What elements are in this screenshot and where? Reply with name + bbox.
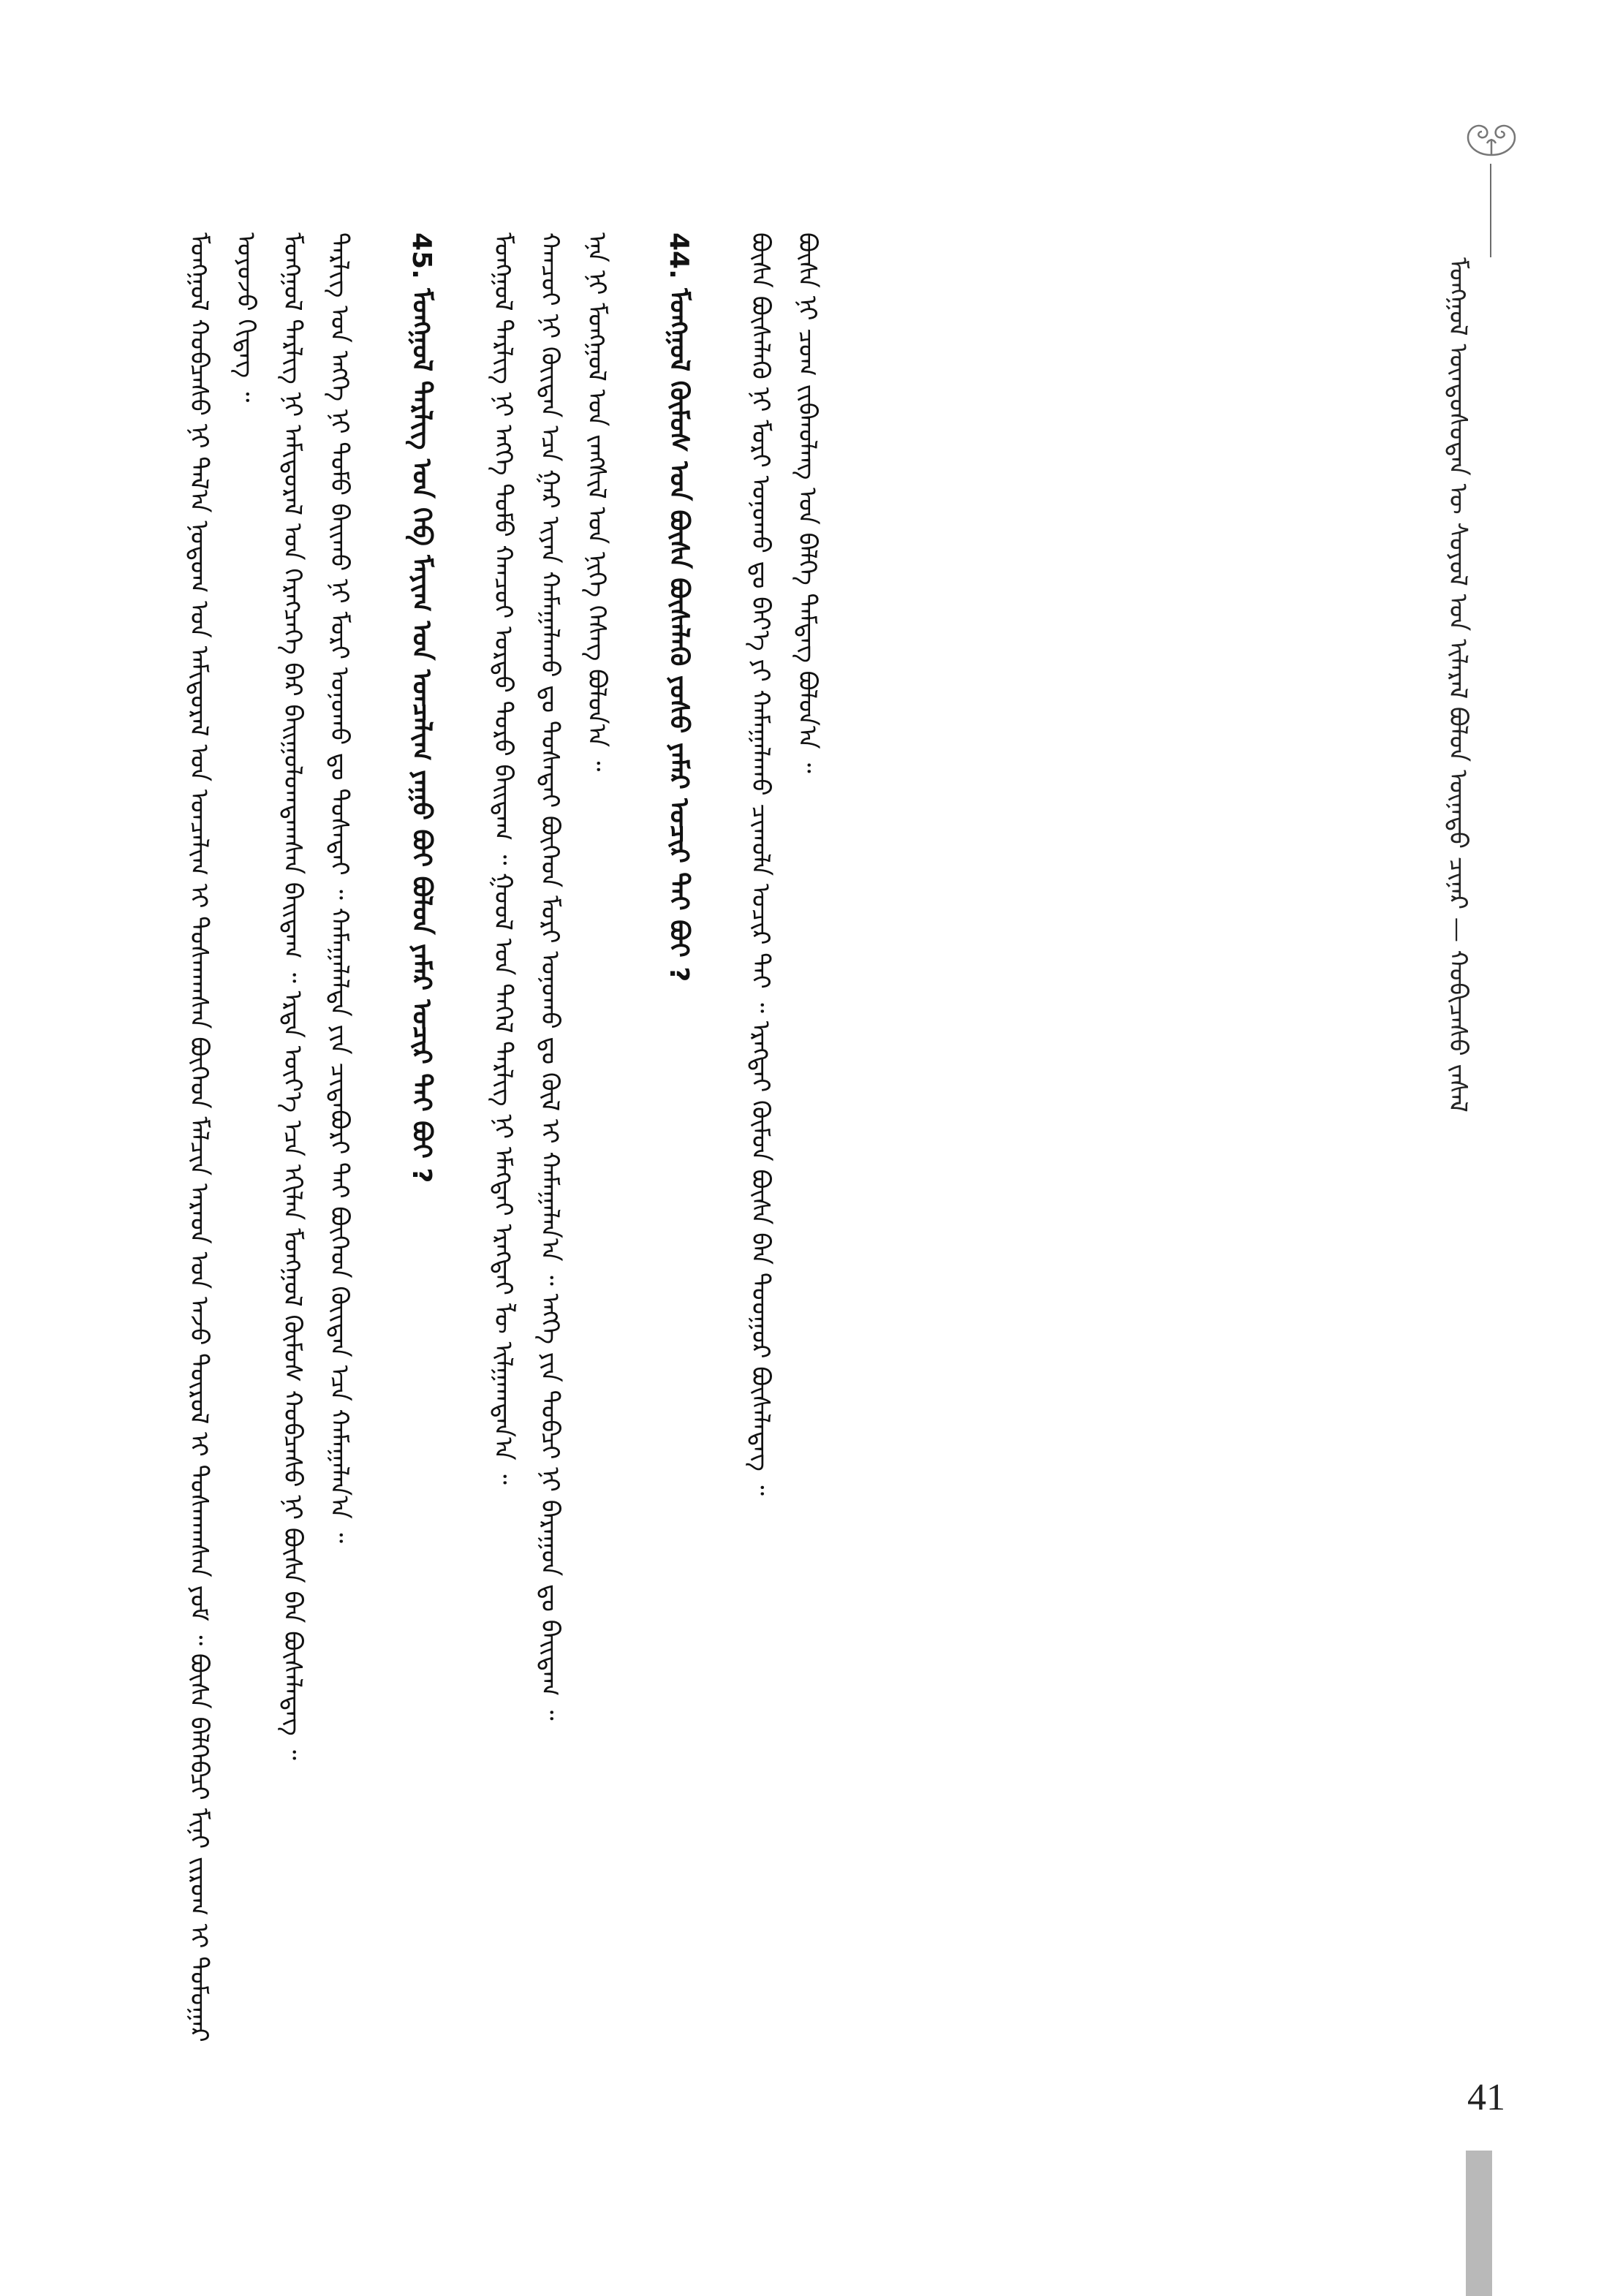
- main-text: [175, 232, 1316, 2122]
- spacer: [620, 232, 655, 2122]
- header-rule: [1490, 164, 1491, 257]
- question-text: ᠮᠣᠩᠭᠣᠯ ᠲᠡᠷᠯᠢᠭ ᠤᠨ ᠬᠡᠪ ᠮᠠᠶᠢᠭ ᠤᠨ ᠣᠨᠴᠠᠯᠢᠭ ᠶᠠᠭᠤ ᠪᠣᠢ ᠪᠣᠯᠣᠨ ᠶᠠᠮᠠᠷ ᠤᠴᠢᠷ ᠲᠠᠢ ᠪᠣᠢ ?: [406, 288, 436, 1183]
- question-text: ᠮᠣᠩᠭᠣᠯ ᠬᠦᠮᠦᠰ ᠤᠨ ᠪᠦᠰᠡ ᠪᠦᠰᠡᠯᠡᠬᠦ ᠶᠣᠰᠣ ᠶᠠᠮᠠᠷ ᠤᠴᠢᠷ ᠲᠠᠢ ᠪᠣᠢ ?: [664, 288, 694, 982]
- paragraph: ᠪᠦᠰᠡ ᠪᠦᠰᠡᠯᠡᠬᠦ ᠨᠢ ᠮᠣᠷᠢ ᠤᠨᠤᠬᠤ ᠳᠤ ᠪᠡᠶ᠎ᠡ ᠶᠢ ᠬᠠᠮᠠᠭᠠᠯᠠᠬᠤ ᠴᠢᠬᠤᠯᠠ ᠤᠴᠢᠷ ᠲᠠᠢ ᠃ ᠡᠷᠡᠭᠲᠡᠢ ᠬᠦᠮᠦᠨ ᠪᠦᠰᠡ ᠪᠡᠨ ᠳᠣᠣᠭᠤᠷ ᠪᠦᠰᠡᠯᠡᠳᠡᠭ ᠃: [746, 232, 775, 1496]
- paragraph: ᠮᠣᠩᠭᠣᠯ ᠬᠤᠪᠴᠠᠰᠤ ᠨᠢ ᠲᠠᠯ᠎ᠠ ᠨᠤᠲᠤᠭ ᠤᠨ ᠠᠮᠢᠳᠤᠷᠠᠯ ᠤᠨ ᠣᠨᠴᠠᠯᠢᠭ ᠢ ᠲᠤᠰᠬᠠᠭᠰᠠᠨ ᠪᠥᠭᠡᠳ ᠮᠠᠯᠴᠢᠨ ᠠᠷᠠᠳ ᠤᠨ ᠠᠵᠤ ᠲᠥᠷᠥᠯ ᠢ ᠲᠤᠰᠬᠠᠭᠰᠠᠨ ᠶᠤᠮ ᠃ ᠪᠦᠰᠡ ᠪᠡᠯᠭᠡᠪᠴᠢ ᠮᠢᠨᠢ ᠵᠢᠷᠤᠭ ᠢ ᠲᠣᠮᠤᠭᠠᠷ ᠣᠶᠤᠵᠤ ᠬᠢᠳᠡᠭ ᠃: [184, 232, 260, 2042]
- spacer: [702, 232, 737, 2122]
- running-title: ᠮᠣᠩᠭᠣᠯ ᠦᠨᠳᠦᠰᠦᠲᠡᠨ ᠦ ᠰᠣᠶᠣᠯ ᠤᠨ ᠢᠯᠡᠷᠡᠯ ᠪᠣᠯᠤᠨ ᠦᠨᠡᠲᠦ ᠴᠢᠨᠠᠷ — ᠬᠣᠪᠢᠴᠠᠰᠤ ᠵᠠᠰᠠᠯ: [1443, 257, 1472, 1113]
- paragraph: ᠲᠡᠷᠯᠢᠭ ᠤᠨ ᠡᠩᠭᠡ ᠨᠢ ᠲᠣᠮᠣ ᠪᠠᠢᠬᠤ ᠨᠢ ᠮᠣᠷᠢ ᠤᠨᠤᠬᠤ ᠳᠤ ᠲᠤᠰᠠᠲᠠᠢ ᠃ ᠬᠠᠮᠠᠭᠠᠯᠠᠯᠲᠠ ᠶᠢᠨ ᠴᠢᠳᠠᠪᠤᠷᠢ ᠲᠠᠢ ᠪᠥᠭᠡᠳ ᠬᠦᠢᠲᠡᠨ ᠡᠴᠡ ᠬᠠᠮᠠᠭᠠᠯᠠᠨ᠎ᠠ ᠃: [325, 232, 354, 1544]
- paragraph: ᠮᠣᠩᠭᠣᠯ ᠲᠡᠷᠯᠢᠭ ᠨᠢ ᠠᠮᠢᠳᠤᠷᠠᠯ ᠤᠨ ᠬᠡᠷᠡᠭᠴᠡᠭᠡ ᠪᠡᠷ ᠪᠠᠢᠭᠤᠯᠤᠭᠳᠠᠭᠰᠠᠨ ᠪᠠᠢᠳᠠᠭ ᠃ ᠡᠷᠲᠡ ᠦᠶ᠎ᠡ ᠡᠴᠡ ᠡᠬᠢᠯᠡᠨ ᠮᠣᠩᠭᠣᠯ ᠬᠦᠮᠦᠰ ᠬᠤᠪᠴᠠᠰᠤ ᠨᠢ ᠪᠦᠰᠡ ᠪᠡᠨ ᠪᠦᠰᠡᠯᠡᠳᠡᠭ ᠃: [278, 232, 307, 1760]
- page-side-tab: [1466, 2151, 1492, 2296]
- paragraph: ᠪᠦᠰᠡ ᠨᠢ ᠴᠣᠭ ᠵᠢᠪᠬᠤᠯᠠᠩ ᠤᠨ ᠪᠡᠯᠭᠡ ᠲᠡᠮᠳᠡᠭ ᠪᠣᠯᠤᠨ᠎ᠠ ᠃: [792, 232, 822, 773]
- question-45: [398, 232, 444, 2122]
- page-number: 41: [1467, 2077, 1505, 2118]
- header-ornament-icon: [1462, 117, 1521, 158]
- question-44: [655, 232, 702, 2122]
- paragraph: ᠮᠣᠩᠭᠣᠯ ᠲᠡᠷᠯᠢᠭ ᠨᠢ ᠡᠩᠭᠡ ᠲᠣᠮᠣ ᠬᠠᠨᠴᠤᠢ ᠤᠷᠲᠤ ᠳᠤᠷᠤ ᠪᠠᠢᠳᠠᠭ ᠃ ᠭᠣᠣᠯ ᠤᠨ ᠳᠡᠭᠡᠯ ᠲᠡᠷᠯᠢᠭ ᠨᠢ ᠡᠮᠡᠭᠲᠡᠢ ᠡᠷᠡᠭᠲᠡᠢ ᠯᠦ ᠢᠯᠭᠠᠭᠳᠠᠨ᠎ᠠ ᠃: [488, 232, 518, 1485]
- spacer: [444, 232, 480, 2122]
- paragraph: ᠬᠠᠨᠴᠤᠢ ᠨᠢ ᠬᠦᠢᠲᠡᠨ ᠡᠴᠡ ᠭᠠᠷ ᠢᠶᠠᠨ ᠬᠠᠮᠠᠭᠠᠯᠠᠬᠤ ᠳᠤ ᠲᠤᠰᠠᠲᠠᠢ ᠪᠥᠭᠡᠳ ᠮᠣᠷᠢ ᠤᠨᠤᠬᠤ ᠳᠤ ᠬᠥᠯ ᠢ ᠬᠠᠮᠠᠭᠠᠯᠠᠨ᠎ᠠ ᠃ ᠡᠩᠭᠡ ᠶᠢᠨ ᠲᠣᠪᠴᠢ ᠨᠢ ᠪᠠᠷᠠᠭᠤᠨ ᠳᠤ ᠪᠠᠢᠳᠠᠭ ᠃: [535, 232, 564, 1721]
- question-number: 45.: [406, 232, 436, 279]
- question-number: 44.: [664, 232, 694, 279]
- spacer: [363, 232, 398, 2122]
- paragraph: ᠡᠨᠡ ᠨᠢ ᠮᠣᠩᠭᠣᠯ ᠤᠨ ᠵᠠᠩᠰᠢᠯ ᠤᠨ ᠨᠢᠭᠡ ᠬᠡᠰᠡᠭ ᠪᠣᠯᠤᠨ᠎ᠠ ᠃: [582, 232, 611, 772]
